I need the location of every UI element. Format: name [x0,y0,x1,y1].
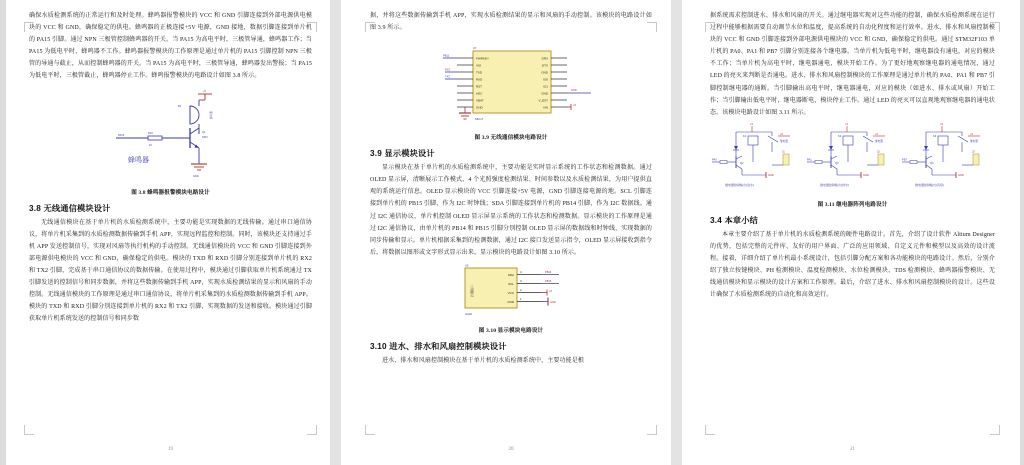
svg-text:继电器: 继电器 [970,139,978,143]
section-heading-3-9 [370,148,652,159]
label-side-四脚接口: 四脚接口 [470,284,474,297]
relay-subcaption-1: 继电器控制输出(进水) [725,182,754,187]
label-part-oled: OLED [465,312,473,316]
pin-vio: VIO [476,63,482,68]
page-21-content [710,10,995,439]
figure-3-9-caption: 图 3.9 无线通信模块电路设计 [474,135,548,142]
pin-vbat: VBAT [476,98,484,103]
paragraph-wireless-continued: 据，并将这些数据传输到手机 APP，实现水质检测结果的显示和风扇的手动控制。该模块的电路设计如图 3.9 所示。 [370,13,652,32]
pin-pwrkey: PWRKEY [476,56,490,61]
svg-text:J3: J3 [972,150,975,154]
net-pa0: PA0 [712,158,717,162]
svg-text:K2: K2 [838,134,842,138]
svg-text:继电器: 继电器 [780,139,788,143]
section-3-10-title: 进水、排水和风扇控制模块设计 [389,341,507,351]
svg-text:+5: +5 [970,132,973,136]
svg-text:GND: GND [863,173,869,177]
crop-mark-bottom-left [24,425,34,435]
pin-io1: IO1 [543,84,548,89]
label-gnd: GND [192,174,199,178]
crop-mark-bottom-right [990,425,1000,435]
pin-gnd-r2: GND [541,91,548,96]
svg-text:J2: J2 [877,150,880,154]
label-designator-u7: U7 [473,47,477,51]
label-supply-plus5: +5 [202,89,206,93]
pin-number-4: 4 [520,269,522,274]
label-net-pa15: PA15 [117,133,124,137]
svg-text:+5: +5 [750,123,753,127]
svg-text:J1: J1 [782,150,785,154]
svg-text:+5: +5 [780,132,783,136]
svg-text:+5: +5 [940,123,943,127]
pin-txd: TXD [476,70,482,75]
pin-number-3: 3 [520,278,522,283]
svg-text:+5: +5 [845,123,848,127]
section-3-4-title: 本章小结 [724,215,759,225]
pin-io0: IO0 [543,77,548,82]
page-19-content [29,10,312,439]
page-number-21: 21 [850,447,855,452]
crop-mark-top-right [990,22,1000,32]
label-resistor-ref: R10 [147,131,153,135]
paragraph-display-module: 显示模块在基于单片机的水质检测系统中，主要功能是实时显示系统的工作状态和检测数据。通过 OLED 显示屏，清晰展示工作模式、4 个光照强度检测结果、时间参数以及水质检测结果，为用户提供直观的系统运行信息。OLED 显示模块的 VCC 引脚连接+5V 电源，GND 引脚连接电源的地。SCL 引脚连接到单片机的 PB15 引脚，作为 I2C 时钟线；SDA 引脚连接到单片机的 PB14 引脚，作为 I2C 数据线。通过 I2C 通信协议，单片机控制 OLED 显示屏显示系统的工作状态和检测数据。显示模块的工作原理是通过 I2C 通信协议，由单片机的 PB14 和 PB15 引脚分别控制 OLED 显示屏的数据线和时钟线，实现数据的同步传输和显示。单片机根据采集到的检测数据，通过 I2C 接口发送显示指令，OLED 显示屏接收到指令后，将数据以图形或文字形式显示出来。显示模块的电路设计如图 3.10 所示。 [370,165,652,256]
document-page-20[interactable] [341,0,681,465]
net-tx2: TX2 [445,75,450,79]
svg-text:GND: GND [768,173,774,177]
svg-text:Q3: Q3 [835,161,839,165]
figure-3-8-caption: 图 3.8 蜂鸣器报警模块电路设计 [131,189,210,196]
pin-scl: SCL [508,281,514,286]
svg-text:继电器: 继电器 [875,139,883,143]
crop-mark-top-left [705,22,715,32]
svg-text:Q4: Q4 [930,161,934,165]
figure-3-11-caption: 图 3.11 继电器阵列电路设计 [817,201,888,208]
pin-drx: DRX [541,56,548,61]
pin-rxd: RXD [476,77,483,82]
viewer-right-rail [1020,0,1024,465]
page-number-20: 20 [508,447,514,452]
pin-number-2: 2 [520,287,522,292]
page-number-19: 19 [168,447,173,452]
label-resistor-value: 1K [148,143,152,147]
document-page-21[interactable] [681,0,1024,465]
section-3-10-number: 3.10 [370,341,387,351]
svg-text:K1: K1 [743,134,747,138]
figure-3-9-nbiot-circuit [370,37,652,141]
section-3-8-title: 无线通信模块设计 [43,203,111,213]
crop-mark-bottom-left [705,425,715,435]
pin-rst: RST [476,84,482,89]
section-3-4-number: 3.4 [710,215,722,225]
label-transistor-type: NPN [201,135,207,139]
net-pb14: PB14 [545,270,552,274]
net-gnd-oled: GND [550,300,556,304]
paragraph-valve-fan-module: 进水、排水和风扇控制模块在基于单片机的水质检测系统中，主要功能是根 [382,357,584,364]
relay-subcaption-2: 继电器控制输出(排水) [820,182,849,187]
paragraph-wireless-module: 无线通信模块在基于单片机的水质检测系统中，主要功能是实现数据的无线传输。通过串口通信协议，将单片机采集到的水质检测数据传输到手机 APP，实现远程监控和控制。同时，该模块还支持通过手机 APP 发送控制信号，实现对风扇等执行机构的手动控制。无线通信模块的 VCC 和 GND 引脚连接到外部电源供电模块的 VCC 和 GND，确保稳定的供电。模块的 TXD 和 RXD 引脚分别连接到单片机的 RX2 和 TX2 引脚，完成基于串口通信协议的数据传输。在使用过程中，模块通过引脚获取单片机系统通过 TX 引脚发送的控制信号和同步数据，并将这些数据传输到手机 APP，实现水质检测结果的显示和风扇的手动控制。无线通信模块的工作原理是通过串口通信协议，将单片机采集到的水质检测数据传输到手机 APP。模块的 TXD 和 RXD 引脚分别连接到单片机的 RX2 和 TX2 引脚，实现数据的发送和接收。模块通过引脚获取单片机系统发送的控制信号和同步数 [29,219,312,323]
svg-text:GND: GND [958,173,964,177]
section-3-9-title: 显示模块设计 [384,149,435,159]
figure-3-10-oled-circuit [370,262,652,334]
label-buzzer-ref: B1 [177,104,181,108]
net-pb15: PB15 [545,279,552,283]
pin-vin: VIN [542,105,548,110]
crop-mark-bottom-left [365,425,375,435]
label-buzzer-value: 蜂鸣器 [209,110,213,119]
svg-text:K3: K3 [933,134,937,138]
relay-subcaption-3: 继电器控制输出(风扇) [915,182,944,187]
crop-mark-bottom-right [307,425,317,435]
pin-gnd-left: GND [476,105,483,110]
crop-mark-top-left [365,22,375,32]
section-heading-3-8 [29,203,312,214]
crop-mark-bottom-right [647,425,657,435]
svg-text:+5: +5 [875,132,878,136]
net-pb7: PB7 [902,158,907,162]
label-designator-u6: U6 [465,264,469,268]
net-pa1: PA1 [807,158,812,162]
viewer-left-rail [0,0,6,465]
net-pb11: PB11 [443,54,450,58]
page-separator-2 [671,0,682,465]
page-separator-1 [330,0,341,465]
net-plus5-oled: +5 [549,289,552,293]
paragraph-buzzer-description: 确保水质检测系统的正常运行和及时处理。蜂鸣器报警模块的 VCC 和 GND 引脚连接到外部电源供电模块的 VCC 和 GND，确保稳定的供电。蜂鸣器的正极连接+5V 电源，GND 接地，数据引脚连接到单片机的 PA15 引脚。通过 NPN 三极管控制蜂鸣器的开关。当 PA15 为高电平时，三极管导通，蜂鸣器工作；当 PA15 为低电平时，蜂鸣器不工作。蜂鸣器报警模块的工作原理是通过单片机的 PA15 引脚控制 NPN 三极管的导通与截止，从而控制蜂鸣器的开关。当 PA15 为高电平时，三极管导通，蜂鸣器发出警报；当 PA15 为低电平时，三极管截止，蜂鸣器停止工作。蜂鸣报警模块的电路设计如图 3.8 所示。 [29,13,312,80]
section-heading-3-10 [370,341,652,352]
figure-3-8-buzzer-circuit [29,86,312,196]
paragraph-chapter-summary: 本章主要介绍了基于单片机的水质检测系统的硬件电路设计。首先，介绍了设计软件 Altium Designer 的优势，包括完整的元件库、友好的用户界面、广泛的应用领域、自定义元件和模型以及高效的设计流程。接着，详细介绍了单片机最小系统设计，包括引脚分配方案和各功能模块的电路设计。然后，分别介绍了独立按键模块、PH 检测模块、温度检测模块、水位检测模块、TDS 检测模块、蜂鸣器报警模块、无线通信模块和显示模块的设计方案和工作原理。最后，介绍了进水、排水和风扇控制模块的设计。这些设计确保了水质检测系统的自动化和高效运行。 [710,231,995,299]
crop-mark-top-right [647,22,657,32]
page-20-content [370,10,652,439]
document-page-19[interactable] [0,0,341,465]
pin-sda: SDA [507,272,514,277]
section-3-8-number: 3.8 [29,203,41,213]
pin-gnd-r1: GND [541,70,548,75]
section-heading-3-4 [710,215,995,226]
pin-vcc: VCC [507,290,514,295]
pin-dtx: DTX [542,63,548,68]
svg-text:Q2: Q2 [740,161,744,165]
crop-mark-top-right [307,22,317,32]
figure-3-10-caption: 图 3.10 显示模块电路设计 [478,327,544,334]
pin-number-1: 1 [520,296,522,301]
label-transistor-ref: Q1 [201,130,205,134]
crop-mark-top-left [24,22,34,32]
net-plus5: +5 [573,104,576,108]
paragraph-relay-description: 据系统需求控制进水、排水和风扇的开关。通过继电器实现对这些功能的控制，确保水质检测系统在运行过程中能够根据需要自动调节水位和温度，提高系统的自动化程度和运行效率。进水、排水和风扇控制模块的 VCC 和 GND 引脚连接到外部电源供电模块的 VCC 和 GND，确保稳定的供电。通过 STM32F103 单片机的 PA0、PA1 和 PB7 引脚分别连接各个继电器。当单片机为低电平时，继电器没有通电，对应的模块不工作；当单片机为高电平时，继电器通电，模块开始工作。为了更好地观察继电器的通电情况，通过 LED 的亮灭来判断是否通电。进水、排水和风扇控制模块的工作原理是通过单片机的 PA0、PA1 和 PB7 引脚控制继电器的通断。当引脚输出高电平时，继电器通电，对应的模块（如进水、排水或风扇）开始工作；当引脚输出低电平时，继电器断电，模块停止工作。通过 LED 的亮灭可以直观地观察继电器的通电状态。该模块电路设计如图 3.11 所示。 [710,13,995,116]
pin-gnd: GND [507,299,514,304]
figure-3-11-relay-array [710,122,995,208]
pin-adc: ADC [476,91,483,96]
label-buzzer-title: 蜂鸣器 [127,156,149,164]
net-rx2: RX2 [445,68,451,72]
pin-vext: V_EXT [538,98,548,103]
net-gnd-right: GND [571,89,577,93]
section-3-9-number: 3.9 [370,149,382,159]
label-part-nbiot: NB-IoT [475,118,484,122]
